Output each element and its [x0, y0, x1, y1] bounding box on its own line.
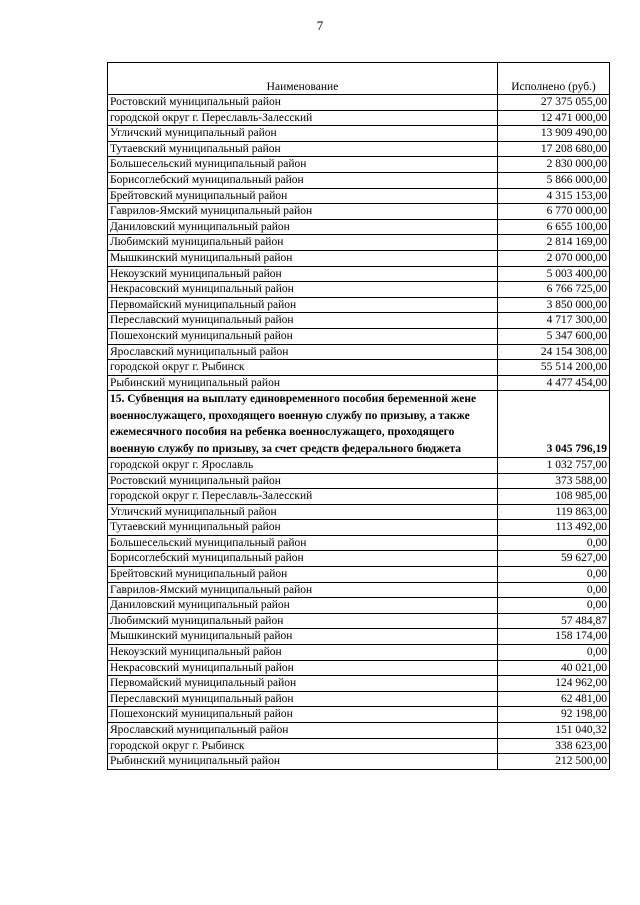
row-name: Рыбинский муниципальный район [108, 375, 498, 391]
row-value: 4 717 300,00 [498, 313, 610, 329]
row-value: 0,00 [498, 598, 610, 614]
row-value: 1 032 757,00 [498, 457, 610, 473]
row-value: 0,00 [498, 567, 610, 583]
table-row [108, 172, 610, 188]
row-value: 373 588,00 [498, 473, 610, 489]
table-row [108, 188, 610, 204]
row-value: 151 040,32 [498, 723, 610, 739]
row-name: Мышкинский муниципальный район [108, 629, 498, 645]
row-value: 57 484,87 [498, 613, 610, 629]
row-name: Угличский муниципальный район [108, 504, 498, 520]
row-name: Ярославский муниципальный район [108, 344, 498, 360]
row-value: 3 850 000,00 [498, 297, 610, 313]
row-value: 2 814 169,00 [498, 235, 610, 251]
row-name: Первомайский муниципальный район [108, 676, 498, 692]
row-name: Первомайский муниципальный район [108, 297, 498, 313]
row-name: Любимский муниципальный район [108, 235, 498, 251]
table-row [108, 754, 610, 770]
row-value: 12 471 000,00 [498, 110, 610, 126]
table-row [108, 582, 610, 598]
table-row [108, 489, 610, 505]
row-name: Тутаевский муниципальный район [108, 141, 498, 157]
table-row [108, 344, 610, 360]
header-name: Наименование [108, 63, 498, 95]
table-row [108, 598, 610, 614]
table-row [108, 266, 610, 282]
row-name: Пошехонский муниципальный район [108, 328, 498, 344]
row-value: 0,00 [498, 535, 610, 551]
row-name: городской округ г. Ярославль [108, 457, 498, 473]
table-row [108, 282, 610, 298]
row-name: Ростовский муниципальный район [108, 473, 498, 489]
table-row [108, 297, 610, 313]
row-value: 13 909 490,00 [498, 126, 610, 142]
row-name: городской округ г. Переславль-Залесский [108, 489, 498, 505]
table-row [108, 520, 610, 536]
row-value: 40 021,00 [498, 660, 610, 676]
table-row [108, 157, 610, 173]
table-row [108, 126, 610, 142]
table-row [108, 504, 610, 520]
row-value: 24 154 308,00 [498, 344, 610, 360]
row-name: Гаврилов-Ямский муниципальный район [108, 582, 498, 598]
row-name: городской округ г. Рыбинск [108, 360, 498, 376]
rows-after-section [108, 457, 610, 769]
page-number: 7 [316, 18, 324, 33]
table-row [108, 328, 610, 344]
table-header-row [108, 63, 610, 95]
rows-before-section [108, 95, 610, 391]
row-value: 338 623,00 [498, 738, 610, 754]
table-row [108, 313, 610, 329]
table-row [108, 723, 610, 739]
row-value: 6 655 100,00 [498, 219, 610, 235]
row-value: 158 174,00 [498, 629, 610, 645]
table-row [108, 250, 610, 266]
row-name: Любимский муниципальный район [108, 613, 498, 629]
row-name: Некоузский муниципальный район [108, 266, 498, 282]
table-row [108, 204, 610, 220]
table-row [108, 660, 610, 676]
row-name: Брейтовский муниципальный район [108, 567, 498, 583]
table-row [108, 567, 610, 583]
row-value: 124 962,00 [498, 676, 610, 692]
row-name: Большесельский муниципальный район [108, 535, 498, 551]
table-row [108, 707, 610, 723]
table-row [108, 457, 610, 473]
table-row [108, 535, 610, 551]
table-row [108, 110, 610, 126]
row-name: Переславский муниципальный район [108, 313, 498, 329]
table-row [108, 691, 610, 707]
row-name: Борисоглебский муниципальный район [108, 172, 498, 188]
row-value: 5 866 000,00 [498, 172, 610, 188]
row-name: Некрасовский муниципальный район [108, 660, 498, 676]
row-value: 108 985,00 [498, 489, 610, 505]
row-name: Некоузский муниципальный район [108, 645, 498, 661]
row-name: Угличский муниципальный район [108, 126, 498, 142]
table-row [108, 375, 610, 391]
row-value: 212 500,00 [498, 754, 610, 770]
row-name: Гаврилов-Ямский муниципальный район [108, 204, 498, 220]
row-value: 5 003 400,00 [498, 266, 610, 282]
row-name: Рыбинский муниципальный район [108, 754, 498, 770]
row-value: 4 315 153,00 [498, 188, 610, 204]
row-name: Тутаевский муниципальный район [108, 520, 498, 536]
table-row [108, 95, 610, 111]
row-name: Большесельский муниципальный район [108, 157, 498, 173]
row-value: 6 766 725,00 [498, 282, 610, 298]
table-row [108, 629, 610, 645]
table-row [108, 676, 610, 692]
table-row [108, 235, 610, 251]
row-name: Мышкинский муниципальный район [108, 250, 498, 266]
row-name: Даниловский муниципальный район [108, 598, 498, 614]
row-name: Борисоглебский муниципальный район [108, 551, 498, 567]
section-title: 15. Субвенция на выплату единовременного пособия беременной жене военнослужащего, проходящего военную службу по призыву, а также ежемесячного пособия на ребенка военнослужащего, проходящего военную службу по призыву, за счет средств федерального бюджета [108, 391, 498, 458]
row-name: Ярославский муниципальный район [108, 723, 498, 739]
row-value: 0,00 [498, 645, 610, 661]
row-name: Пошехонский муниципальный район [108, 707, 498, 723]
header-value: Исполнено (руб.) [498, 63, 610, 95]
section-15 [108, 391, 610, 458]
row-name: Брейтовский муниципальный район [108, 188, 498, 204]
table-row [108, 613, 610, 629]
row-name: Ростовский муниципальный район [108, 95, 498, 111]
row-value: 0,00 [498, 582, 610, 598]
budget-table [107, 62, 610, 770]
section-row [108, 391, 610, 458]
table-row [108, 645, 610, 661]
table-row [108, 473, 610, 489]
row-value: 5 347 600,00 [498, 328, 610, 344]
row-value: 62 481,00 [498, 691, 610, 707]
row-value: 113 492,00 [498, 520, 610, 536]
row-name: городской округ г. Рыбинск [108, 738, 498, 754]
table-row [108, 738, 610, 754]
row-value: 17 208 680,00 [498, 141, 610, 157]
row-name: городской округ г. Переславль-Залесский [108, 110, 498, 126]
row-name: Переславский муниципальный район [108, 691, 498, 707]
row-value: 119 863,00 [498, 504, 610, 520]
row-value: 27 375 055,00 [498, 95, 610, 111]
row-value: 4 477 454,00 [498, 375, 610, 391]
row-name: Даниловский муниципальный район [108, 219, 498, 235]
table-row [108, 219, 610, 235]
row-value: 59 627,00 [498, 551, 610, 567]
row-value: 55 514 200,00 [498, 360, 610, 376]
section-total: 3 045 796,19 [498, 391, 610, 458]
table-row [108, 141, 610, 157]
row-value: 6 770 000,00 [498, 204, 610, 220]
row-value: 2 830 000,00 [498, 157, 610, 173]
row-value: 2 070 000,00 [498, 250, 610, 266]
table-row [108, 551, 610, 567]
table-row [108, 360, 610, 376]
row-value: 92 198,00 [498, 707, 610, 723]
row-name: Некрасовский муниципальный район [108, 282, 498, 298]
